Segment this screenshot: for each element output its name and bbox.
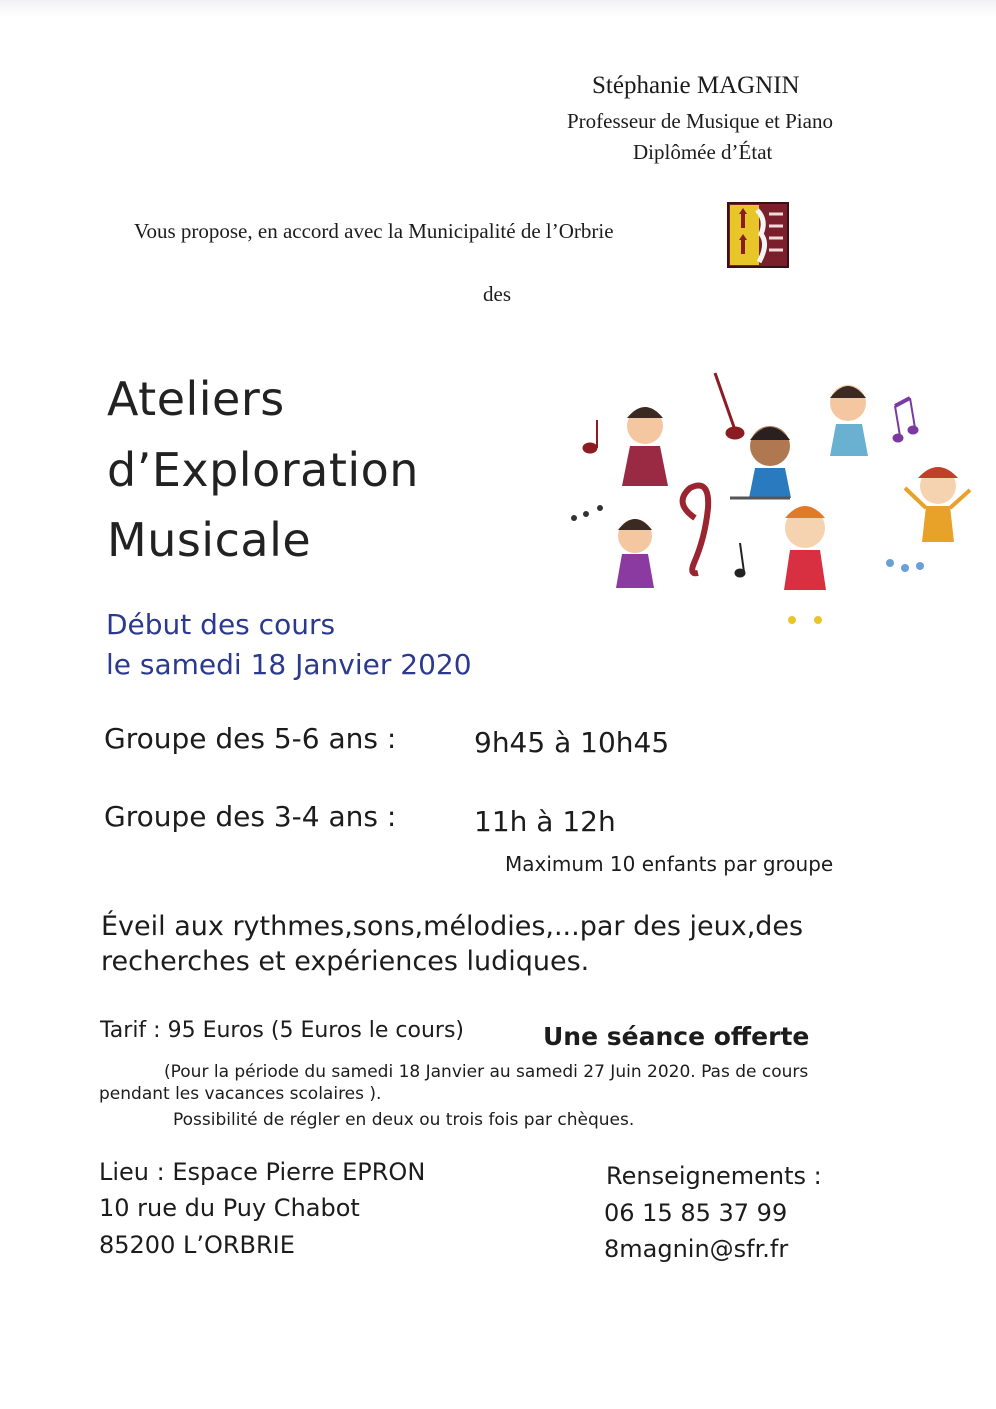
description-line-1: Éveil aux rythmes,sons,mélodies,...par des jeux,des (101, 911, 804, 942)
child-figure-4 (905, 467, 970, 542)
child-figure-1 (622, 407, 668, 486)
group-1-time: 9h45 à 10h45 (474, 726, 670, 759)
scan-edge (0, 0, 996, 18)
double-note-icon (893, 398, 918, 442)
municipality-crest-icon (727, 202, 789, 268)
music-note-icon (583, 420, 597, 453)
start-line-1: Début des cours (106, 608, 336, 641)
group-2-label: Groupe des 3-4 ans : (104, 800, 397, 833)
location-line-3: 85200 L’ORBRIE (99, 1231, 295, 1259)
max-children-note: Maximum 10 enfants par groupe (505, 852, 834, 876)
title-line-2: d’Exploration (107, 443, 419, 497)
eighth-note-icon (715, 373, 744, 439)
location-line-2: 10 rue du Puy Chabot (99, 1194, 360, 1222)
description-line-2: recherches et expériences ludiques. (101, 946, 590, 977)
contact-email[interactable]: 8magnin@sfr.fr (604, 1235, 789, 1263)
group-1-label: Groupe des 5-6 ans : (104, 722, 397, 755)
contact-phone[interactable]: 06 15 85 37 99 (604, 1199, 788, 1227)
connector-text: des (483, 282, 511, 306)
free-session-offer: Une séance offerte (543, 1022, 810, 1051)
price-text: Tarif : 95 Euros (5 Euros le cours) (100, 1018, 465, 1043)
child-figure-6 (784, 506, 826, 624)
period-line-2: pendant les vacances scolaires ). (99, 1084, 382, 1104)
blue-dots-icon (886, 559, 924, 572)
contact-label: Renseignements : (606, 1162, 822, 1190)
author-profession: Professeur de Musique et Piano (567, 109, 833, 133)
title-line-3: Musicale (107, 513, 312, 567)
notes-row-icon (571, 505, 603, 521)
child-figure-3 (830, 385, 868, 456)
treble-clef-icon (683, 486, 709, 574)
period-line-1: (Pour la période du samedi 18 Janvier au samedi 27 Juin 2020. Pas de cours (164, 1062, 809, 1082)
small-note-icon (735, 543, 745, 577)
start-date: le samedi 18 Janvier 2020 (106, 648, 472, 681)
author-diploma: Diplômée d’État (633, 140, 773, 164)
proposal-text: Vous propose, en accord avec la Municipalité de l’Orbrie (134, 219, 614, 243)
children-music-illustration (560, 368, 980, 638)
location-line-1: Lieu : Espace Pierre EPRON (99, 1158, 426, 1186)
payment-note: Possibilité de régler en deux ou trois fois par chèques. (173, 1110, 635, 1130)
child-figure-5 (616, 519, 654, 588)
title-line-1: Ateliers (107, 372, 285, 426)
group-2-time: 11h à 12h (474, 805, 616, 838)
author-name: Stéphanie MAGNIN (592, 72, 800, 99)
